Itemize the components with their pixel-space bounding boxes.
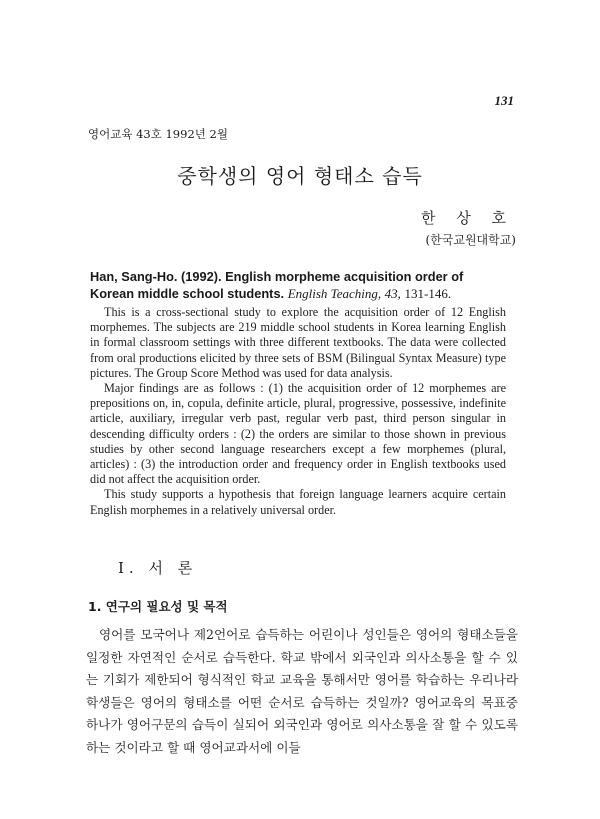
- journal-info: 영어교육 43호 1992년 2월: [88, 127, 228, 141]
- sub-heading: 1. 연구의 필요성 및 목적: [88, 599, 228, 614]
- citation-authors-title: Han, Sang-Ho. (1992). English morpheme acquisition order of Korean middle school students.: [90, 269, 464, 301]
- abstract-block: [90, 268, 506, 518]
- citation-journal: English Teaching,: [287, 286, 382, 301]
- author-affiliation: (한국교원대학교): [425, 233, 516, 247]
- abstract-paragraph: This is a cross-sectional study to explore the acquisition order of 12 English morphemes. The subjects are 219 middle school students in Korea learning English in formal classroom settings with three different textbooks. The data were collected from oral productions elicited by three sets of BSM (Bilingual Syntax Measure) type pictures. The Group Score Method was used for data analysis.: [90, 305, 506, 380]
- author-name: 한 상 호: [420, 209, 514, 227]
- citation: [90, 268, 506, 302]
- abstract-paragraph: Major findings are as follows : (1) the acquisition order of 12 morphemes are prepositions on, in, copula, definite article, plural, progressive, possessive, indefinite article, auxiliary, irregular verb past, regular verb past, third person singular in descending difficulty orders : (2) the orders are similar to those shown in previous studies by other second language researchers except a few morphemes (plural, articles) : (3) the introduction order and frequency order in English textbooks used did not affect the acquisition order.: [90, 381, 506, 487]
- body-paragraph: 영어를 모국어나 제2언어로 습득하는 어린이나 성인들은 영어의 형태소들을 일정한 자연적인 순서로 습득한다. 학교 밖에서 외국인과 의사소통을 할 수 있는 기회가 제한되어 형식적인 학교 교육을 통해서만 영어를 학습하는 우리나라 학생들은 영어의 형태소를 어떤 순서로 습득하는 것일까? 영어교육의 목표중 하나가 영어구문의 습득이 실되어 외국인과 영어로 의사소통을 잘 할 수 있도록 하는 것이라고 할 때 영어교과서에 이들: [86, 627, 518, 755]
- citation-volume: 43,: [384, 286, 401, 301]
- body-text: [86, 624, 518, 759]
- page-number: 131: [494, 93, 514, 108]
- citation-pages: 131-146.: [404, 286, 452, 301]
- section-heading: I. 서 론: [118, 559, 198, 577]
- paper-title: 중학생의 영어 형태소 습득: [177, 164, 423, 188]
- abstract-paragraph: This study supports a hypothesis that foreign language learners acquire certain English morphemes in a relatively universal order.: [90, 487, 506, 517]
